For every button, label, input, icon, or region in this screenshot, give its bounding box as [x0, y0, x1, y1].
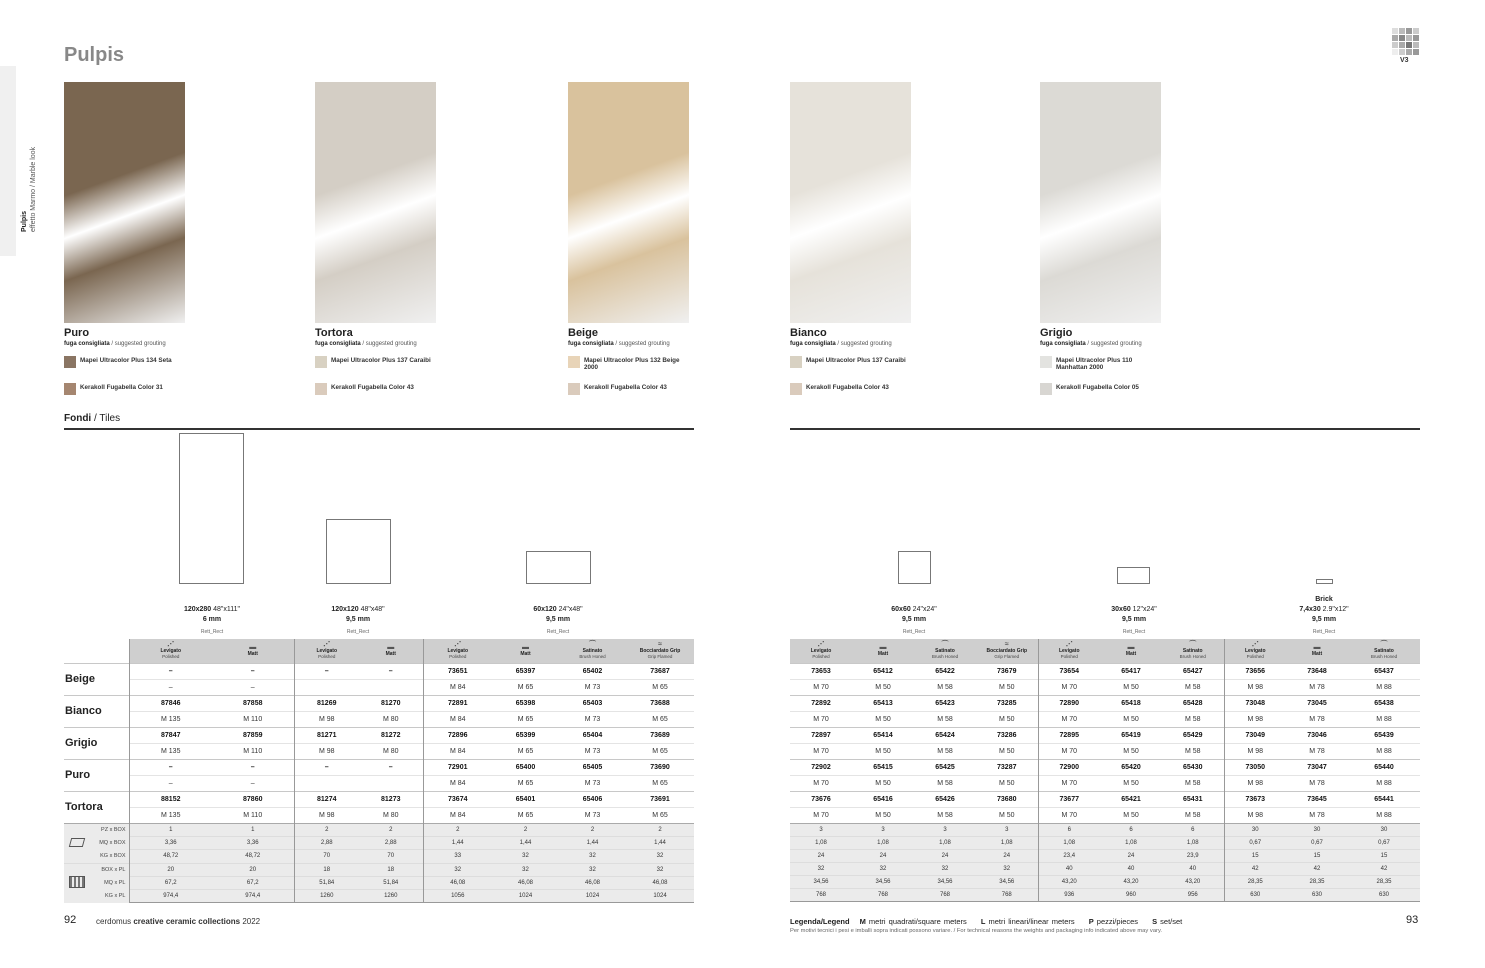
- table-row: M 70 M 50 M 58 M 50 M 70 M 50 M 58 M 98 M 78 M 88: [790, 743, 1420, 759]
- format-shape: [898, 551, 931, 584]
- box-icon: [69, 838, 85, 847]
- grout-label: Kerakoll Fugabella Color 05: [1056, 384, 1139, 391]
- tile-name: Beige: [568, 327, 598, 339]
- logo-square: [1399, 28, 1405, 34]
- grout-item: [1040, 356, 1160, 371]
- grout-color-chip: [568, 356, 580, 368]
- format-shape: [1117, 567, 1150, 584]
- logo-square: [1406, 35, 1412, 41]
- tile-image-beige: [568, 82, 689, 323]
- divider-left: [64, 428, 694, 430]
- side-tab: [0, 66, 16, 256]
- finish-header: ≈ Bocciardato Grip Grip Flamed: [626, 639, 694, 663]
- tile-image-bianco: [790, 82, 911, 323]
- grout-color-chip: [64, 383, 76, 395]
- finish-header: ⋰ Levigato Polished: [790, 639, 852, 663]
- grout-caption: fuga consigliata / suggested grouting: [1040, 341, 1142, 347]
- grout-item: [315, 383, 435, 395]
- packaging-row: 3,36 3,36 2,88 2,88 1,44 1,44 1,44 1,44: [64, 836, 694, 849]
- packaging-row: 768 768 768 768 936 960 956 630 630 630: [790, 888, 1420, 901]
- finish-header: ⋰ Levigato Polished: [423, 639, 492, 663]
- tile-name: Grigio: [1040, 327, 1073, 339]
- packaging-row: 32 32 32 32 40 40 40 42 42 42: [790, 862, 1420, 875]
- grout-color-chip: [1040, 383, 1052, 395]
- grout-color-chip: [790, 383, 802, 395]
- logo-label: V3: [1400, 57, 1409, 64]
- legend: [790, 917, 1196, 926]
- packaging-row: 67,2 67,2 51,84 51,84 46,08 46,08 46,08 46,08: [64, 876, 694, 889]
- grout-color-chip: [64, 356, 76, 368]
- packaging-row: 3 3 3 3 6 6 6 30 30 30: [790, 823, 1420, 836]
- logo-square: [1406, 28, 1412, 34]
- grout-item: [64, 356, 184, 368]
- logo-square: [1392, 42, 1398, 48]
- logo-square: [1406, 49, 1412, 55]
- grout-caption: fuga consigliata / suggested grouting: [568, 341, 670, 347]
- finish-header: ▬ Matt: [212, 639, 294, 663]
- grout-label: Kerakoll Fugabella Color 43: [331, 384, 414, 391]
- table-row: M 70 M 50 M 58 M 50 M 70 M 50 M 58 M 98 M 78 M 88: [790, 711, 1420, 727]
- grout-label: Mapei Ultracolor Plus 137 Caraibi: [806, 357, 906, 364]
- logo-square: [1413, 42, 1419, 48]
- logo-square: [1399, 35, 1405, 41]
- grout-color-chip: [315, 383, 327, 395]
- finish-header: ≈ Bocciardato Grip Grip Flamed: [976, 639, 1038, 663]
- pallet-icon: [69, 876, 85, 888]
- grout-color-chip: [1040, 356, 1052, 368]
- logo-square: [1399, 42, 1405, 48]
- packaging-row: BOX x PL MQ x PL KG x PL 20 20 18 18 32 32 32 32: [64, 863, 694, 876]
- legend-entry: L metri lineari/linear meters: [980, 917, 1075, 926]
- legend-entry: P pezzi/pieces: [1088, 917, 1139, 926]
- page-number-right: 93: [1406, 914, 1419, 926]
- format-label: 30x60 12"x24" 9,5 mm Rett_Rect: [1111, 606, 1157, 635]
- grout-label: Kerakoll Fugabella Color 31: [80, 384, 163, 391]
- tile-image-puro: [64, 82, 185, 323]
- finish-header: ⌒ Satinato Brush Honed: [559, 639, 626, 663]
- packaging-row: 1,08 1,08 1,08 1,08 1,08 1,08 1,08 0,67 0,67 0,67: [790, 836, 1420, 849]
- format-shape: [526, 551, 591, 584]
- table-row: Bianco 87846 87858 81269 81270 72891 65398 65403 73688: [64, 695, 694, 711]
- format-label: Brick 7,4x30 2.9"x12" 9,5 mm Rett_Rect: [1299, 596, 1349, 635]
- table-row: 72902 65415 65425 73287 72900 65420 65430 73050 73047 65440: [790, 759, 1420, 775]
- section-heading: Fondi / Tiles: [64, 413, 121, 424]
- table-row: – – M 84 M 65 M 73 M 65: [64, 775, 694, 791]
- logo-square: [1392, 35, 1398, 41]
- table-row: M 135 M 110 M 98 M 80 M 84 M 65 M 73 M 65: [64, 807, 694, 823]
- finish-header: ⌒ Satinato Brush Honed: [914, 639, 976, 663]
- table-row: – – M 84 M 65 M 73 M 65: [64, 679, 694, 695]
- grout-label: Mapei Ultracolor Plus 132 Beige 2000: [584, 357, 680, 371]
- format-label: 60x60 24"x24" 9,5 mm Rett_Rect: [891, 606, 937, 635]
- packaging-row: 48,72 48,72 70 70 33 32 32 32: [64, 850, 694, 863]
- brand-logo-icon: [1392, 28, 1420, 56]
- table-row: Tortora 88152 87860 81274 81273 73674 65401 65406 73691: [64, 791, 694, 807]
- table-row: 73653 65412 65422 73679 73654 65417 65427 73656 73648 65437: [790, 663, 1420, 679]
- finish-header: ▬ Matt: [1286, 639, 1348, 663]
- grout-label: Kerakoll Fugabella Color 43: [584, 384, 667, 391]
- logo-square: [1413, 28, 1419, 34]
- grout-caption: fuga consigliata / suggested grouting: [315, 341, 417, 347]
- logo-square: [1392, 28, 1398, 34]
- grout-item: [790, 356, 910, 368]
- grout-item: [790, 383, 910, 395]
- grout-item: [1040, 383, 1160, 395]
- left-product-table: [64, 639, 694, 903]
- table-row: 72897 65414 65424 73286 72895 65419 65429 73049 73046 65439: [790, 727, 1420, 743]
- finish-header: ▬ Matt: [492, 639, 559, 663]
- grout-label: Mapei Ultracolor Plus 134 Seta: [80, 357, 172, 364]
- finish-header: ⋰ Levigato Polished: [1038, 639, 1100, 663]
- legend-entry: Legenda/Legend: [790, 917, 850, 926]
- grout-item: [315, 356, 435, 368]
- format-label: 120x120 48"x48" 9,5 mm Rett_Rect: [331, 606, 385, 635]
- logo-square: [1406, 42, 1412, 48]
- format-shape: [179, 433, 244, 584]
- table-row: M 135 M 110 M 98 M 80 M 84 M 65 M 73 M 65: [64, 711, 694, 727]
- tile-image-grigio: [1040, 82, 1161, 323]
- grout-label: Kerakoll Fugabella Color 43: [806, 384, 889, 391]
- logo-square: [1413, 49, 1419, 55]
- page-title: Pulpis: [64, 44, 125, 66]
- tile-name: Bianco: [790, 327, 827, 339]
- tile-name: Puro: [64, 327, 90, 339]
- table-row: M 135 M 110 M 98 M 80 M 84 M 65 M 73 M 65: [64, 743, 694, 759]
- legend-entry: M metri quadrati/square meters: [859, 917, 967, 926]
- grout-item: [568, 383, 688, 395]
- packaging-row: 974,4 974,4 1260 1260 1056 1024 1024 1024: [64, 889, 694, 902]
- legend-entry: S set/set: [1152, 917, 1183, 926]
- grout-color-chip: [568, 383, 580, 395]
- tile-name: Tortora: [315, 327, 353, 339]
- format-shape: [1316, 579, 1333, 584]
- table-row: M 70 M 50 M 58 M 50 M 70 M 50 M 58 M 98 M 78 M 88: [790, 679, 1420, 695]
- logo-square: [1392, 49, 1398, 55]
- page-number-left: 92: [64, 914, 77, 926]
- logo-square: [1413, 35, 1419, 41]
- table-row: 72892 65413 65423 73285 72890 65418 65428 73048 73045 65438: [790, 695, 1420, 711]
- grout-label: Mapei Ultracolor Plus 137 Caraibi: [331, 357, 431, 364]
- grout-caption: fuga consigliata / suggested grouting: [64, 341, 166, 347]
- side-label: Pulpis effetto Marmo / Marble look: [21, 146, 37, 232]
- divider-right: [790, 428, 1420, 430]
- grout-item: [568, 356, 688, 371]
- table-row: M 70 M 50 M 58 M 50 M 70 M 50 M 58 M 98 M 78 M 88: [790, 807, 1420, 823]
- finish-header: ▬ Matt: [1100, 639, 1162, 663]
- grout-color-chip: [315, 356, 327, 368]
- finish-header: ▬ Matt: [852, 639, 914, 663]
- format-label: 120x280 48"x111" 6 mm Rett_Rect: [183, 606, 241, 635]
- finish-header: ⋰ Levigato Polished: [1224, 639, 1286, 663]
- tile-image-tortora: [315, 82, 436, 323]
- format-shape: [326, 519, 391, 584]
- table-row: M 70 M 50 M 58 M 50 M 70 M 50 M 58 M 98 M 78 M 88: [790, 775, 1420, 791]
- finish-header: ⌒ Satinato Brush Honed: [1348, 639, 1420, 663]
- grout-item: [64, 383, 184, 395]
- packaging-row: PZ x BOX MQ x BOX KG x BOX 1 1 2 2 2 2 2 2: [64, 823, 694, 836]
- table-row: Puro – – – – 72901 65400 65405 73690: [64, 759, 694, 775]
- format-label: 60x120 24"x48" 9,5 mm Rett_Rect: [533, 606, 583, 635]
- finish-header: ⌒ Satinato Brush Honed: [1162, 639, 1224, 663]
- right-product-table: [790, 639, 1420, 902]
- table-row: 73676 65416 65426 73680 73677 65421 65431 73673 73645 65441: [790, 791, 1420, 807]
- grout-label: Mapei Ultracolor Plus 110 Manhattan 2000: [1056, 357, 1133, 371]
- table-row: Grigio 87847 87859 81271 81272 72896 65399 65404 73689: [64, 727, 694, 743]
- grout-caption: fuga consigliata / suggested grouting: [790, 341, 892, 347]
- finish-header: ⋰ Levigato Polished: [129, 639, 212, 663]
- finish-header: ▬ Matt: [359, 639, 423, 663]
- grout-color-chip: [790, 356, 802, 368]
- packaging-row: 34,56 34,56 34,56 34,56 43,20 43,20 43,20 28,35 28,35 28,35: [790, 875, 1420, 888]
- logo-square: [1399, 49, 1405, 55]
- packaging-row: 24 24 24 24 23,4 24 23,9 15 15 15: [790, 849, 1420, 862]
- footer-note: Per motivi tecnici i pesi e imballi sopra indicati possono variare. / For technical reasons the weights and packaging info indicated above may vary.: [790, 928, 1163, 934]
- footer-brand: cerdomus creative ceramic collections 2022: [96, 917, 261, 926]
- finish-header: ⋰ Levigato Polished: [294, 639, 359, 663]
- table-row: Beige – – – – 73651 65397 65402 73687: [64, 663, 694, 679]
